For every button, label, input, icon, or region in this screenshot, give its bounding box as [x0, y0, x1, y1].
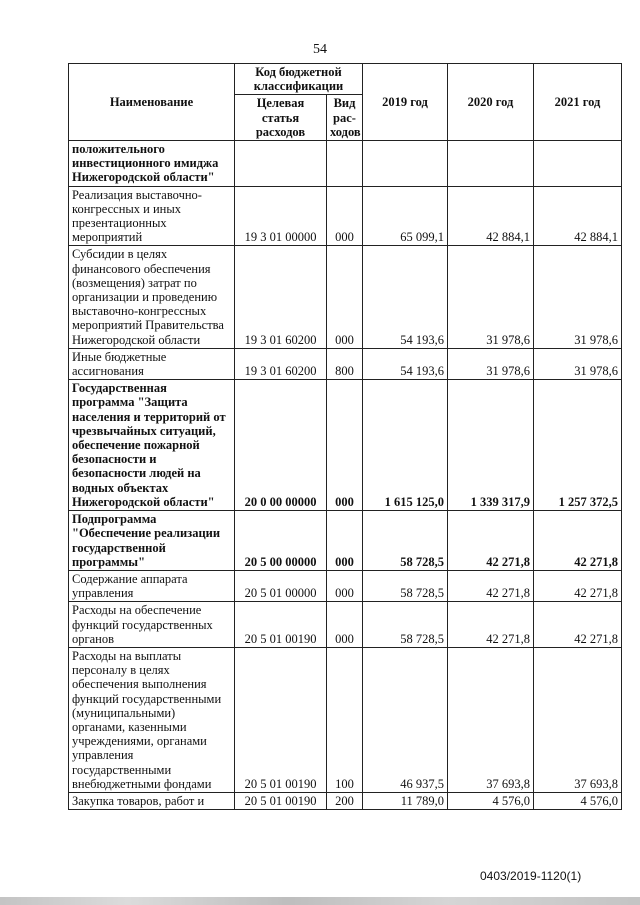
row-code: 20 5 01 00190 — [235, 792, 327, 809]
header-2019: 2019 год — [363, 64, 448, 141]
row-kind: 000 — [327, 380, 363, 511]
row-2020: 42 884,1 — [448, 186, 534, 246]
row-2020: 31 978,6 — [448, 348, 534, 379]
page-number: 54 — [313, 42, 327, 57]
row-2021: 1 257 372,5 — [534, 380, 622, 511]
row-2020: 37 693,8 — [448, 647, 534, 792]
row-2019: 58 728,5 — [363, 511, 448, 571]
row-code: 20 0 00 00000 — [235, 380, 327, 511]
row-2019: 58 728,5 — [363, 570, 448, 601]
row-kind — [327, 141, 363, 187]
row-code: 19 3 01 60200 — [235, 348, 327, 379]
row-2020: 42 271,8 — [448, 511, 534, 571]
row-2019: 54 193,6 — [363, 246, 448, 348]
row-2021: 42 884,1 — [534, 186, 622, 246]
row-2019: 54 193,6 — [363, 348, 448, 379]
row-name: Реализация выставочно-конгрессных и иных презентационных мероприятий — [69, 186, 235, 246]
row-2021: 31 978,6 — [534, 246, 622, 348]
table-row — [69, 246, 622, 348]
row-name: Иные бюджетные ассигнования — [69, 348, 235, 379]
header-2021: 2021 год — [534, 64, 622, 141]
table-row — [69, 570, 622, 601]
table-row — [69, 380, 622, 511]
header-expense-kind: Вид рас-ходов — [327, 95, 363, 141]
row-2020: 42 271,8 — [448, 570, 534, 601]
row-name: Подпрограмма "Обеспечение реализации государственной программы" — [69, 511, 235, 571]
row-name: Закупка товаров, работ и — [69, 792, 235, 809]
row-2021: 4 576,0 — [534, 792, 622, 809]
table-row — [69, 602, 622, 648]
row-2019 — [363, 141, 448, 187]
row-kind: 100 — [327, 647, 363, 792]
row-2021: 37 693,8 — [534, 647, 622, 792]
row-name: положительного инвестиционного имиджа Нижегородской области" — [69, 141, 235, 187]
row-code: 19 3 01 60200 — [235, 246, 327, 348]
row-2019: 65 099,1 — [363, 186, 448, 246]
row-kind: 800 — [327, 348, 363, 379]
row-2021: 42 271,8 — [534, 570, 622, 601]
document-registration-code: 0403/2019-1120(1) — [480, 869, 582, 883]
table-row — [69, 348, 622, 379]
row-name: Субсидии в целях финансового обеспечения (возмещения) затрат по организации и проведению выставочно-конгрессных мероприятий Правительства Нижегородской области — [69, 246, 235, 348]
table-body — [69, 141, 622, 810]
row-2019: 1 615 125,0 — [363, 380, 448, 511]
budget-table — [68, 63, 622, 810]
row-2021 — [534, 141, 622, 187]
row-code: 19 3 01 00000 — [235, 186, 327, 246]
row-2019: 46 937,5 — [363, 647, 448, 792]
row-2020: 31 978,6 — [448, 246, 534, 348]
row-code: 20 5 00 00000 — [235, 511, 327, 571]
row-code: 20 5 01 00190 — [235, 602, 327, 648]
row-2021: 42 271,8 — [534, 511, 622, 571]
row-name: Расходы на обеспечение функций государственных органов — [69, 602, 235, 648]
row-kind: 200 — [327, 792, 363, 809]
row-name: Содержание аппарата управления — [69, 570, 235, 601]
header-2020: 2020 год — [448, 64, 534, 141]
row-2020: 42 271,8 — [448, 602, 534, 648]
row-2020: 1 339 317,9 — [448, 380, 534, 511]
row-2021: 31 978,6 — [534, 348, 622, 379]
table-row — [69, 647, 622, 792]
row-code: 20 5 01 00000 — [235, 570, 327, 601]
row-kind: 000 — [327, 602, 363, 648]
row-kind: 000 — [327, 246, 363, 348]
row-2020: 4 576,0 — [448, 792, 534, 809]
row-name: Государственная программа "Защита населения и территорий от чрезвычайных ситуаций, обеспечение пожарной безопасности и безопасности людей на водных объектах Нижегородской области" — [69, 380, 235, 511]
row-name: Расходы на выплаты персоналу в целях обеспечения выполнения функций государственными (муниципальными) органами, казенными учреждениями, органами управления государственными внебюджетными фондами — [69, 647, 235, 792]
row-kind: 000 — [327, 570, 363, 601]
row-2019: 11 789,0 — [363, 792, 448, 809]
row-code: 20 5 01 00190 — [235, 647, 327, 792]
scan-edge-band — [0, 897, 640, 905]
table-row — [69, 141, 622, 187]
row-code — [235, 141, 327, 187]
table-row — [69, 511, 622, 571]
header-name: Наименование — [69, 64, 235, 141]
header-target-article: Целевая статья расходов — [235, 95, 327, 141]
table-row — [69, 792, 622, 809]
table-row — [69, 186, 622, 246]
row-2019: 58 728,5 — [363, 602, 448, 648]
header-code-group: Код бюджетной классификации — [235, 64, 363, 95]
row-2020 — [448, 141, 534, 187]
row-kind: 000 — [327, 511, 363, 571]
row-2021: 42 271,8 — [534, 602, 622, 648]
row-kind: 000 — [327, 186, 363, 246]
